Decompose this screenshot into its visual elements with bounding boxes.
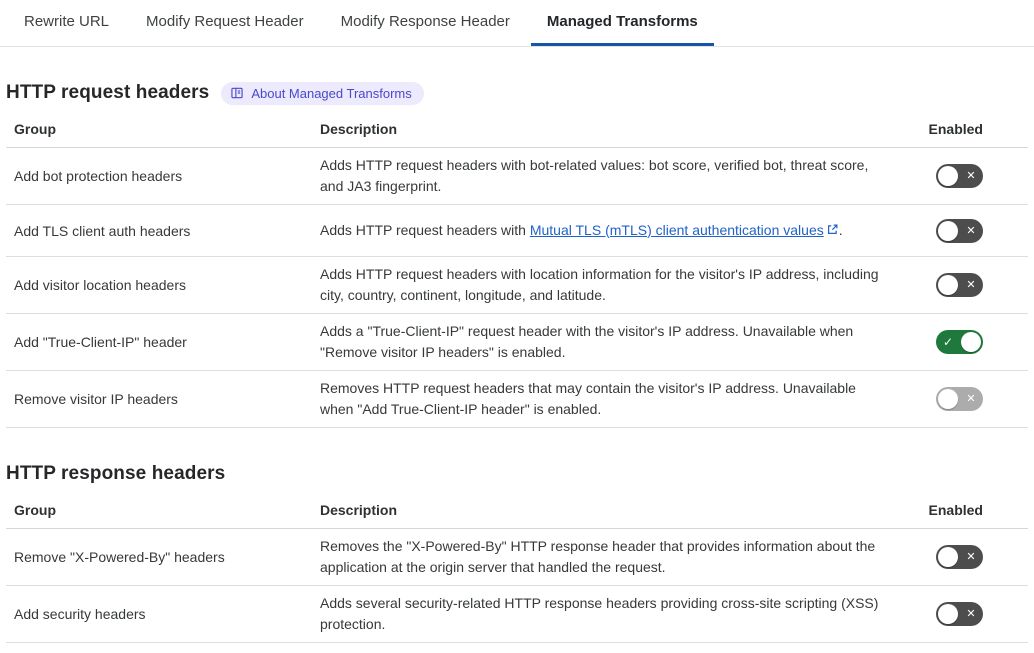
table-row [6,529,1028,586]
tab-modify-request-header[interactable]: Modify Request Header [146,13,304,30]
toggle-add-bot-protection-headers[interactable] [936,164,983,188]
request-headers-table [6,118,1028,428]
toggle-knob [961,332,981,352]
table-row [6,586,1028,643]
transform-rules-tabbar [0,0,1034,47]
column-header-enabled: Enabled [928,502,983,518]
group-description: Adds HTTP request headers with bot-related values: bot score, verified bot, threat score, and JA3 fingerprint. [320,157,869,194]
group-description: Adds a "True-Client-IP" request header with the visitor's IP address. Unavailable when "Remove visitor IP headers" is enabled. [320,323,854,360]
toggle-add-true-client-ip-header[interactable] [936,330,983,354]
column-header-group: Group [14,121,56,137]
toggle-remove-x-powered-by-headers[interactable] [936,545,983,569]
toggle-knob [938,166,958,186]
response-headers-section-title: HTTP response headers [6,463,226,484]
mtls-docs-link[interactable]: Mutual TLS (mTLS) client authentication values [529,221,824,238]
managed-transforms-panel [0,81,1034,643]
response-headers-table [6,499,1028,643]
group-label: Add TLS client auth headers [14,222,191,239]
column-header-description: Description [320,502,398,518]
toggle-add-security-headers[interactable] [936,602,983,626]
group-description [320,220,883,242]
group-description: Adds HTTP request headers with location information for the visitor's IP address, including city, country, continent, longitude, and latitude. [320,266,879,303]
group-description: Removes the "X-Powered-By" HTTP response header that provides information about the application at the origin server that handled the request. [320,538,876,575]
table-header-row [6,118,1028,148]
tab-modify-response-header[interactable]: Modify Response Header [340,13,510,30]
group-label: Add "True-Client-IP" header [14,334,187,350]
table-row [6,314,1028,371]
toggle-add-tls-client-auth-headers[interactable] [936,219,983,243]
toggle-remove-visitor-ip-headers [936,387,983,411]
tab-rewrite-url[interactable]: Rewrite URL [24,13,110,30]
toggle-knob [938,275,958,295]
group-label: Remove "X-Powered-By" headers [14,549,225,565]
toggle-knob [938,604,958,624]
toggle-knob [938,221,958,241]
toggle-add-visitor-location-headers[interactable] [936,273,983,297]
table-row [6,148,1028,205]
external-link-icon[interactable] [826,221,839,242]
group-label: Add bot protection headers [14,168,183,184]
table-row [6,257,1028,314]
table-row [6,371,1028,428]
group-description: Adds several security-related HTTP response headers providing cross-site scripting (XSS) protection. [320,595,879,632]
toggle-knob [938,389,958,409]
column-header-description: Description [320,121,398,137]
about-managed-transforms-badge[interactable] [221,82,423,105]
description-text: Adds HTTP request headers with [320,221,530,238]
group-label: Add security headers [14,606,146,622]
table-header-row [6,499,1028,529]
toggle-knob [938,547,958,567]
table-row [6,205,1028,257]
group-label: Remove visitor IP headers [14,391,178,407]
column-header-enabled: Enabled [928,121,983,137]
group-description: Removes HTTP request headers that may contain the visitor's IP address. Unavailable when "Add True-Client-IP header" is enabled. [320,380,856,417]
description-text: . [838,221,843,238]
book-icon [230,86,244,100]
group-label: Add visitor location headers [14,277,186,293]
tab-managed-transforms[interactable]: Managed Transforms [531,0,714,46]
column-header-group: Group [14,502,56,518]
request-headers-section-title: HTTP request headers [6,82,210,103]
about-badge-label: About Managed Transforms [251,85,412,101]
